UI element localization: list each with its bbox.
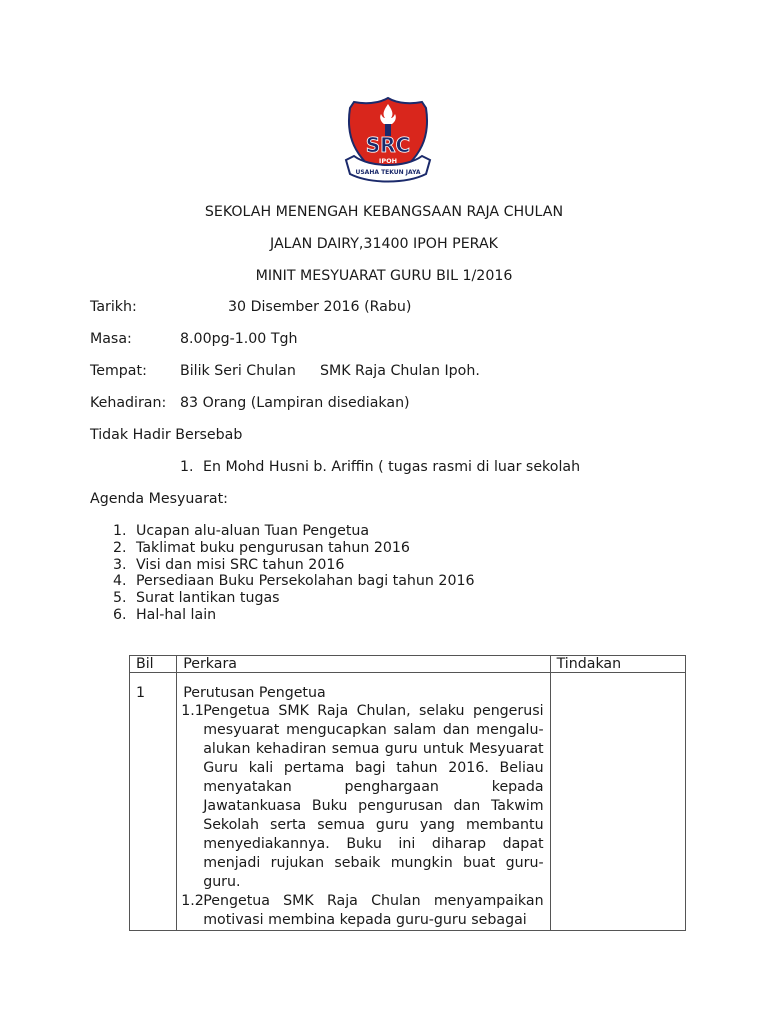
agenda-heading: Agenda Mesyuarat: [90,491,228,507]
sub-item [183,892,543,930]
venue-label: Tempat: [90,363,147,379]
list-item [113,523,475,540]
school-name: SEKOLAH MENENGAH KEBANGSAAN RAJA CHULAN [204,204,564,220]
sub-item [183,702,543,892]
attendance-label: Kehadiran: [90,395,167,411]
agenda-item-text: Visi dan misi SRC tahun 2016 [136,556,345,573]
agenda-item-number: 2. [113,539,127,556]
agenda-item-text: Ucapan alu-aluan Tuan Pengetua [136,523,370,539]
date-label: Tarikh: [90,299,137,315]
list-item [113,540,475,557]
row-bil: 1 [130,673,177,931]
header-bil: Bil [130,656,177,673]
list-item [113,607,475,624]
agenda-item-number: 1. [113,523,127,539]
absent-item [180,459,580,475]
svg-text:USAHA TEKUN JAYA: USAHA TEKUN JAYA [355,169,421,176]
list-item [113,557,475,574]
absent-heading: Tidak Hadir Bersebab [90,427,243,443]
meeting-title: MINIT MESYUARAT GURU BIL 1/2016 [255,268,513,284]
sub-item-number: 1.2 [181,893,204,909]
minutes-table [129,655,686,931]
time-value: 8.00pg-1.00 Tgh [180,331,298,347]
header-tindakan: Tindakan [550,656,685,673]
table-row [130,673,686,931]
venue-value: Bilik Seri Chulan [180,363,296,379]
item-title: Perutusan Pengetua [183,685,326,701]
agenda-item-number: 3. [113,556,127,573]
svg-text:SRC: SRC [365,133,411,157]
date-value: 30 Disember 2016 (Rabu) [228,299,412,315]
agenda-list [113,523,475,624]
sub-item-text: Pengetua SMK Raja Chulan, selaku pengerusi mesyuarat mengucapkan salam dan mengalu-alukan kehadiran semua guru untuk Mesyuarat Guru kali pertama bagi tahun 2016. Beliau menyatakan penghargaan kepada Jawatankuasa Buku pengurusan dan Takwim Sekolah serta semua guru yang membantu menyediakannya. Buku ini diharap dapat menjadi rujukan sebaik mungkin buat guru-guru. [203,703,544,890]
agenda-item-number: 6. [113,606,127,623]
svg-text:IPOH: IPOH [378,157,398,165]
list-item [113,573,475,590]
venue-value-school: SMK Raja Chulan Ipoh. [320,363,480,379]
agenda-item-text: Taklimat buku pengurusan tahun 2016 [136,539,410,556]
row-tindakan [550,673,685,931]
agenda-item-text: Surat lantikan tugas [136,590,280,607]
school-crest-logo [340,94,436,190]
agenda-item-text: Hal-hal lain [136,606,217,623]
sub-item-text: Pengetua SMK Raja Chulan menyampaikan motivasi membina kepada guru-guru sebagai [203,893,544,928]
time-label: Masa: [90,331,132,347]
absent-item-text: En Mohd Husni b. Ariffin ( tugas rasmi di luar sekolah [203,459,581,475]
agenda-item-text: Persediaan Buku Persekolahan bagi tahun 2016 [136,573,475,590]
school-address: JALAN DAIRY,31400 IPOH PERAK [270,236,498,252]
list-item [113,590,475,607]
row-perkara [177,673,550,931]
sub-item-number: 1.1 [181,703,204,719]
agenda-item-number: 5. [113,590,127,607]
table-header-row [130,656,686,673]
absent-item-number: 1. [180,459,194,475]
agenda-item-number: 4. [113,573,127,590]
attendance-value: 83 Orang (Lampiran disediakan) [180,395,410,411]
header-perkara: Perkara [177,656,550,673]
